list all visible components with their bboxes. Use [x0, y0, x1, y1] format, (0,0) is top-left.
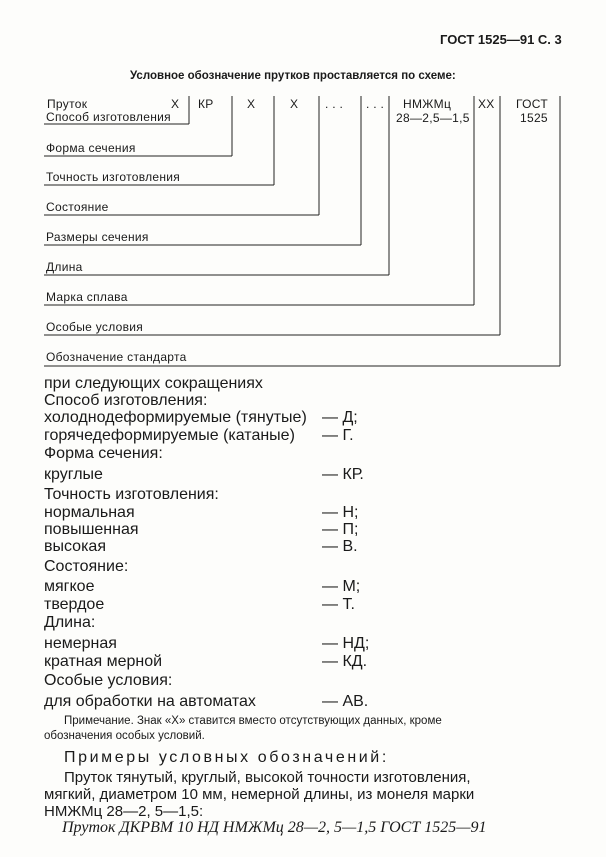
- abbrev-code: — М;: [322, 578, 361, 595]
- abbrev-code: — Т.: [322, 596, 355, 613]
- example-designation: Пруток ДКРВМ 10 НД НМЖМц 28—2, 5—1,5 ГОСТ 1525—91: [62, 819, 487, 836]
- scheme-item-rod: Пруток: [47, 97, 88, 111]
- abbrev-code: — АВ.: [322, 693, 369, 710]
- scheme-label-standard: Обозначение стандарта: [46, 350, 187, 364]
- examples-line-2: мягкий, диаметром 10 мм, немерной длины, из монеля марки: [44, 786, 475, 803]
- scheme-label-length: Длина: [46, 260, 83, 274]
- abbrev-code: — КР.: [322, 466, 364, 483]
- scheme-label-method: Способ изготовления: [46, 110, 171, 124]
- abbrev-code: — Н;: [322, 504, 359, 521]
- scheme-label-precision: Точность изготовления: [46, 170, 181, 184]
- abbrev-term: немерная: [44, 635, 117, 652]
- examples-line-3: НМЖМц 28—2, 5—1,5:: [44, 803, 204, 820]
- abbrev-term: горячедеформируемые (катаные): [44, 427, 295, 444]
- examples-line-1: Пруток тянутый, круглый, высокой точности изготовления,: [64, 769, 471, 786]
- scheme-item-alloy: НМЖМц: [403, 97, 452, 111]
- page-header: ГОСТ 1525—91 С. 3: [440, 32, 562, 47]
- abbrev-code: — Г.: [322, 427, 354, 444]
- abbrev-term: кратная мерной: [44, 653, 163, 670]
- scheme-item-alloy-composition: 28—2,5—1,5: [396, 111, 470, 125]
- abbrev-code: — П;: [322, 521, 359, 538]
- scheme-label-section-size: Размеры сечения: [46, 230, 149, 244]
- scheme-item-x3: Х: [290, 97, 299, 111]
- abbrev-code: — Д;: [322, 409, 358, 426]
- abbrev-group-title-method: Способ изготовления:: [44, 392, 208, 409]
- abbrev-term: для обработки на автоматах: [44, 693, 256, 710]
- scheme-label-condition: Состояние: [46, 200, 109, 214]
- scheme-label-special-conditions: Особые условия: [46, 320, 144, 334]
- abbrev-group-title-special: Особые условия:: [44, 672, 173, 689]
- scheme-label-section-shape: Форма сечения: [46, 141, 136, 155]
- note-line-1: Примечание. Знак «Х» ставится вместо отсутствующих данных, кроме: [64, 715, 442, 727]
- abbrev-code: — В.: [322, 538, 358, 555]
- scheme-item-dots1: . . .: [325, 97, 344, 111]
- scheme-item-gost: ГОСТ: [516, 97, 548, 111]
- abbrev-term: твердое: [44, 596, 105, 613]
- abbrev-group-title-precision: Точность изготовления:: [44, 486, 219, 503]
- abbrev-intro: при следующих сокращениях: [44, 375, 263, 392]
- abbrev-group-title-condition: Состояние:: [44, 558, 129, 575]
- scheme-title: Условное обозначение прутков проставляется по схеме:: [130, 70, 456, 82]
- abbrev-group-title-shape: Форма сечения:: [44, 445, 163, 462]
- abbrev-term: мягкое: [44, 578, 95, 595]
- abbrev-term: нормальная: [44, 504, 135, 521]
- abbrev-code: — КД.: [322, 653, 368, 670]
- scheme-item-x1: Х: [171, 97, 180, 111]
- abbrev-term: круглые: [44, 466, 103, 483]
- scheme-item-x2: Х: [247, 97, 256, 111]
- examples-title: Примеры условных обозначений:: [64, 749, 389, 766]
- scheme-item-dots2: . . .: [366, 97, 385, 111]
- abbrev-term: холоднодеформируемые (тянутые): [44, 409, 307, 426]
- abbrev-term: повышенная: [44, 521, 139, 538]
- scheme-item-gost-number: 1525: [520, 111, 548, 125]
- scheme-item-xx: ХХ: [478, 97, 495, 111]
- note-line-2: обозначения особых условий.: [44, 730, 205, 742]
- abbrev-group-title-length: Длина:: [44, 614, 96, 631]
- scheme-label-alloy-grade: Марка сплава: [46, 290, 128, 304]
- abbrev-code: — НД;: [322, 635, 370, 652]
- abbrev-term: высокая: [44, 538, 106, 555]
- scheme-item-kr: КР: [198, 97, 214, 111]
